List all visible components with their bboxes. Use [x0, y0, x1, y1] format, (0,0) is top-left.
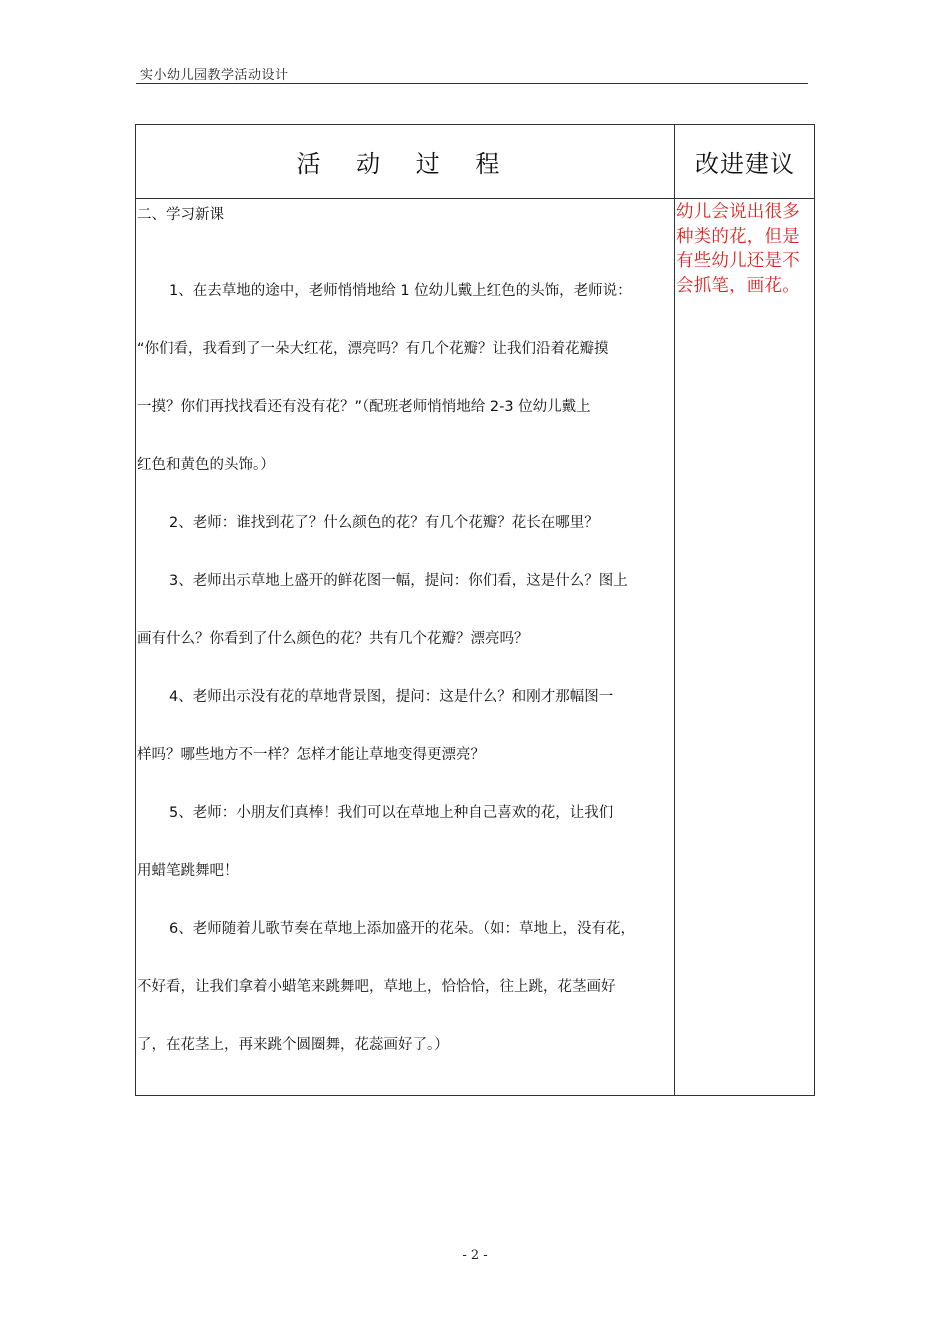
step-paragraph-1 — [137, 262, 673, 494]
step-paragraph-6 — [137, 900, 673, 1074]
step-line: 4、老师出示没有花的草地背景图，提问：这是什么？和刚才那幅图一 — [169, 689, 614, 705]
step-line: “你们看，我看到了一朵大红花，漂亮吗？有几个花瓣？让我们沿着花瓣摸 — [137, 341, 609, 357]
activity-process-heading: 活 动 过 程 — [296, 150, 514, 178]
step-paragraph-5 — [137, 784, 673, 900]
header-rule — [136, 83, 808, 84]
section-heading: 二、学习新课 — [137, 207, 224, 223]
step-paragraph-4 — [137, 668, 673, 784]
step-line: 了，在花茎上，再来跳个圆圈舞，花蕊画好了。） — [137, 1037, 449, 1053]
step-line: 1、在去草地的途中，老师悄悄地给 1 位幼儿戴上红色的头饰，老师说： — [169, 283, 632, 299]
step-paragraph-3 — [137, 552, 673, 668]
column-divider — [674, 125, 675, 1095]
step-line: 红色和黄色的头饰。） — [137, 457, 275, 473]
activity-plan-table — [135, 124, 815, 1096]
page-header-title: 实小幼儿园教学活动设计 — [140, 68, 289, 83]
improvement-advice-heading: 改进建议 — [695, 150, 795, 178]
activity-process-content — [137, 203, 673, 1074]
step-line: 用蜡笔跳舞吧！ — [137, 863, 239, 879]
step-line: 画有什么？你看到了什么颜色的花？共有几个花瓣？漂亮吗？ — [137, 631, 529, 647]
step-paragraph-2 — [137, 494, 673, 552]
page-number: - 2 - — [462, 1248, 488, 1263]
step-line: 一摸？你们再找找看还有没有花？”（配班老师悄悄地给 2-3 位幼儿戴上 — [137, 399, 591, 415]
step-line: 6、老师随着儿歌节奏在草地上添加盛开的花朵。（如：草地上，没有花， — [169, 921, 635, 937]
step-line: 不好看，让我们拿着小蜡笔来跳舞吧，草地上，恰恰恰，往上跳，花茎画好 — [137, 979, 616, 995]
step-line: 5、老师：小朋友们真棒！我们可以在草地上种自己喜欢的花，让我们 — [169, 805, 614, 821]
improvement-advice-text: 幼儿会说出很多种类的花，但是有些幼儿还是不会抓笔，画花。 — [676, 202, 800, 296]
step-line: 2、老师：谁找到花了？什么颜色的花？有几个花瓣？花长在哪里？ — [169, 515, 599, 531]
step-line: 3、老师出示草地上盛开的鲜花图一幅，提问：你们看，这是什么？图上 — [169, 573, 628, 589]
step-line: 样吗？哪些地方不一样？怎样才能让草地变得更漂亮？ — [137, 747, 485, 763]
header-row-divider — [136, 198, 814, 199]
